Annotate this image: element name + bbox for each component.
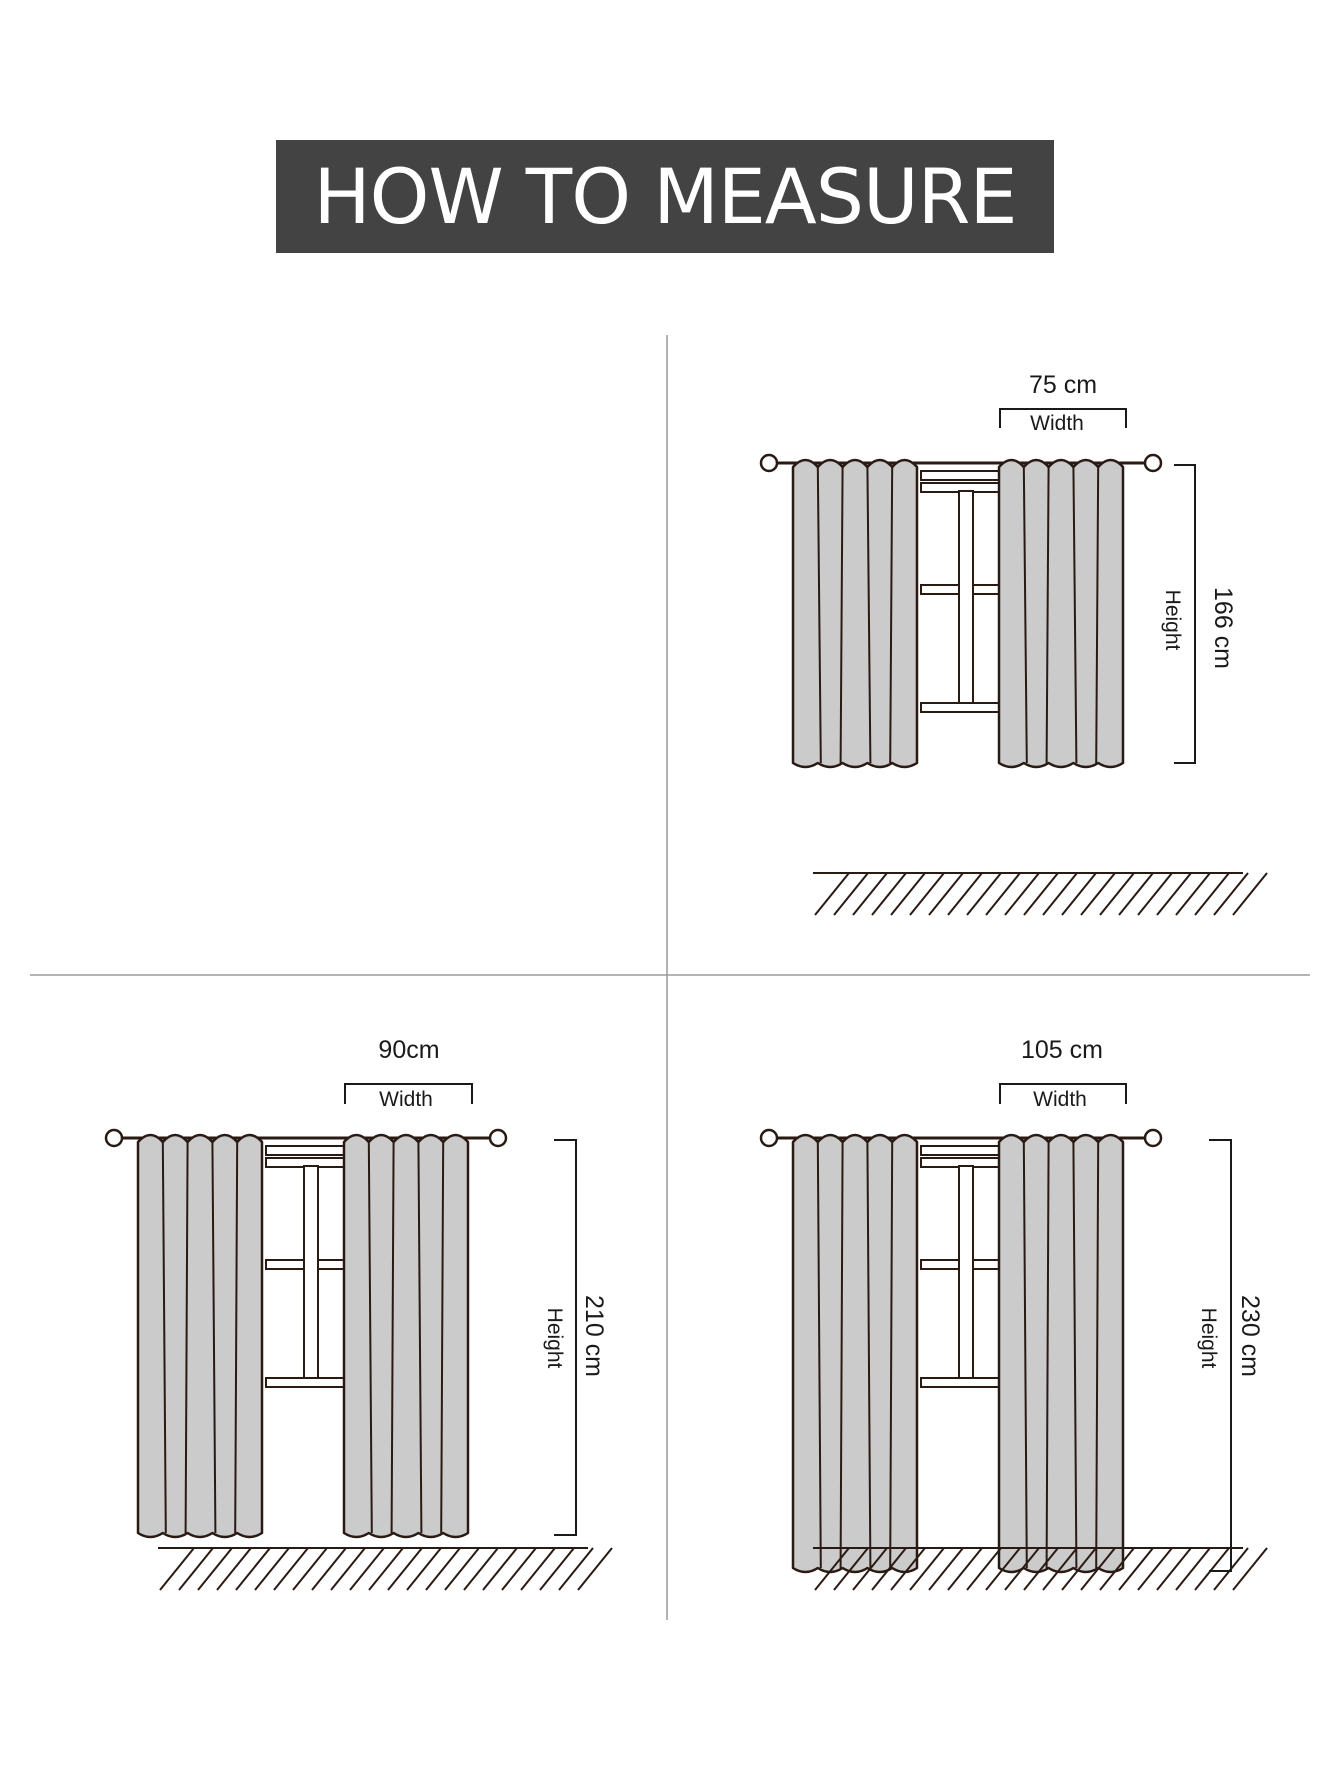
panel-top-right [761,371,1267,915]
floor-hatch [813,873,1267,915]
window-rail [266,1146,346,1155]
width-label: Width [379,1088,433,1111]
floor-hatch-stroke [1138,1548,1172,1590]
floor-hatch-stroke [179,1548,213,1590]
floor-hatch-stroke [948,873,982,915]
floor-hatch-stroke [1119,873,1153,915]
floor-hatch-stroke [160,1548,194,1590]
page-title: HOW TO MEASURE [313,151,1017,241]
floor-hatch-stroke [1176,1548,1210,1590]
floor-hatch-stroke [1233,1548,1267,1590]
floor-hatch-stroke [464,1548,498,1590]
floor-hatch-stroke [578,1548,612,1590]
curtain-panel [138,1135,262,1537]
height-value: 166 cm [1209,587,1237,669]
floor-hatch-stroke [1062,873,1096,915]
window-frame [921,1146,1001,1387]
height-value: 230 cm [1236,1295,1264,1377]
floor-hatch-stroke [1195,873,1229,915]
floor-hatch-stroke [891,873,925,915]
rod-finial-right [490,1130,506,1146]
floor-hatch-stroke [815,873,849,915]
panel-bottom-right [761,1036,1267,1590]
floor-hatch-stroke [521,1548,555,1590]
floor-hatch-stroke [445,1548,479,1590]
window-mullion [959,1166,973,1378]
floor-hatch-stroke [293,1548,327,1590]
floor-hatch-stroke [1214,873,1248,915]
floor-hatch-stroke [872,873,906,915]
curtain-panel [999,460,1123,767]
floor-hatch-stroke [369,1548,403,1590]
floor-hatch-stroke [929,1548,963,1590]
window-frame [921,471,1001,712]
floor-hatch-stroke [483,1548,517,1590]
floor-hatch-stroke [312,1548,346,1590]
floor-hatch-stroke [986,873,1020,915]
floor-hatch-stroke [502,1548,536,1590]
height-label: Height [1161,589,1184,651]
floor-hatch-stroke [1157,873,1191,915]
height-label: Height [1197,1307,1220,1369]
floor-hatch-stroke [1005,873,1039,915]
floor-hatch-stroke [217,1548,251,1590]
width-value: 75 cm [1028,371,1098,399]
window-rail [921,1378,1001,1387]
panel-bottom-left [106,1036,612,1590]
floor-hatch-stroke [274,1548,308,1590]
window-mullion [959,491,973,703]
rod-finial-right [1145,1130,1161,1146]
curtain-panel [793,1135,917,1572]
rod-finial-left [761,1130,777,1146]
window-rail [921,703,1001,712]
window-rail [921,471,1001,480]
floor-hatch-stroke [1100,873,1134,915]
width-label: Width [1030,412,1084,435]
floor-hatch-stroke [1081,873,1115,915]
floor-hatch-stroke [1157,1548,1191,1590]
floor-hatch-stroke [967,873,1001,915]
curtain-illustration [761,1130,1161,1572]
floor-hatch-stroke [540,1548,574,1590]
height-label: Height [543,1307,566,1369]
floor-hatch-stroke [350,1548,384,1590]
curtain-illustration [761,455,1161,767]
curtain-panel [344,1135,468,1537]
rod-finial-left [106,1130,122,1146]
floor-hatch-stroke [198,1548,232,1590]
window-mullion [304,1166,318,1378]
rod-finial-right [1145,455,1161,471]
width-label: Width [1033,1088,1087,1111]
floor-hatch-stroke [1195,1548,1229,1590]
rod-finial-left [761,455,777,471]
floor-hatch-stroke [1043,873,1077,915]
floor-hatch-stroke [910,873,944,915]
floor-hatch-stroke [331,1548,365,1590]
floor-hatch-stroke [967,1548,1001,1590]
floor-hatch-stroke [1233,873,1267,915]
width-value: 105 cm [1021,1036,1103,1064]
height-value: 210 cm [580,1295,608,1377]
window-rail [266,1378,346,1387]
floor-hatch-stroke [948,1548,982,1590]
floor-hatch-stroke [834,873,868,915]
floor-hatch-stroke [407,1548,441,1590]
floor-hatch-stroke [426,1548,460,1590]
window-rail [921,1146,1001,1155]
floor-hatch-stroke [236,1548,270,1590]
curtain-panel [793,460,917,767]
floor-hatch-stroke [1176,873,1210,915]
floor-hatch-stroke [255,1548,289,1590]
floor-hatch [158,1548,612,1590]
curtain-illustration [106,1130,506,1537]
width-value: 90cm [378,1036,440,1064]
floor-hatch-stroke [559,1548,593,1590]
floor-hatch-stroke [929,873,963,915]
floor-hatch-stroke [1138,873,1172,915]
floor-hatch-stroke [388,1548,422,1590]
curtain-panel [999,1135,1123,1572]
window-frame [266,1146,346,1387]
floor-hatch-stroke [1024,873,1058,915]
floor-hatch-stroke [853,873,887,915]
